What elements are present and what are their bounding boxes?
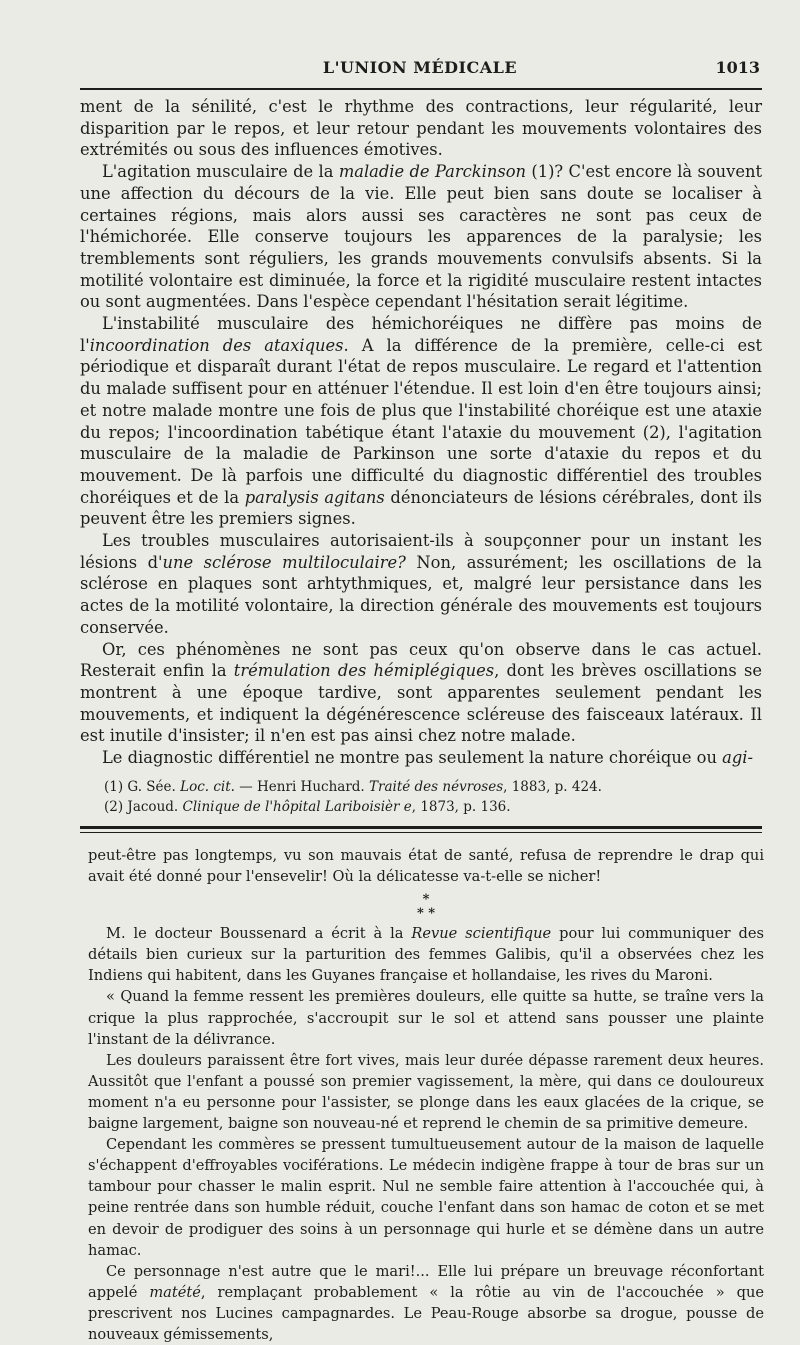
section-asterism: * * * bbox=[416, 892, 436, 922]
footnote-2: (2) Jacoud. Clinique de l'hôpital Lariboisièr e, 1873, p. 136. bbox=[104, 799, 511, 815]
paragraph: Le diagnostic différentiel ne montre pas seulement la nature choréique ou agi- bbox=[102, 748, 753, 768]
paragraph: L'instabilité musculaire des hémichoréiques ne diffère pas moins de l'incoordination des ataxiques. A la différence de la première, celle-ci est périodique et disparaît durant l'état de repos musculaire. Le regard et l'attention du malade suffisent pour en atténuer l'étendue. Il est loin d'en être toujours ainsi; et notre malade montre une fois de plus que l'instabilité choréique est une ataxie du repos; l'incoordination tabétique étant l'ataxie du mouvement (2), l'agitation musculaire de la maladie de Parkinson une sorte d'ataxie du repos et du mouvement. De là parfois une difficulté du diagnostic différentiel des troubles choréiques et de la paralysis agitans dénonciateurs de lésions cérébrales, dont ils peuvent être les premiers signes. bbox=[80, 314, 762, 529]
page-number: 1013 bbox=[715, 58, 760, 77]
paragraph: « Quand la femme ressent les premières douleurs, elle quitte sa hutte, se traîne vers la crique la plus rapprochée, s'accroupit sur le sol et attend sans pousser une plainte l'instant de la délivrance. bbox=[88, 988, 764, 1048]
separator-rule-thick bbox=[80, 826, 762, 829]
running-header bbox=[80, 58, 760, 84]
paragraph: peut-être pas longtemps, vu son mauvais état de santé, refusa de reprendre le drap qui avait été donné pour l'ensevelir! Où la délicatesse va-t-elle se nicher! bbox=[88, 847, 764, 886]
paragraph: Les troubles musculaires autorisaient-ils à soupçonner pour un instant les lésions d'une sclérose multiloculaire? Non, assurément; les oscillations de la sclérose en plaques sont arhtythmiques, et, malgré leur persistance dans les actes de la motilité volontaire, la direction générale des mouvements est toujours conservée. bbox=[80, 531, 762, 637]
paragraph: Ce personnage n'est autre que le mari!... Elle lui prépare un breuvage réconfortant appelé matété, remplaçant probablement « la rôtie au vin de l'accouchée » que prescrivent nos Lucines campagnardes. Le Peau-Rouge absorbe sa drogue, pousse de nouveaux gémissements, bbox=[88, 1262, 764, 1343]
feuilleton bbox=[88, 845, 764, 1345]
paragraph: ment de la sénilité, c'est le rhythme des contractions, leur régularité, leur disparition par le repos, et leur retour pendant les mouvements volontaires des extrémités ou sous des influences émotives. bbox=[80, 97, 762, 160]
footnotes bbox=[104, 777, 764, 817]
paragraph: M. le docteur Boussenard a écrit à la Revue scientifique pour lui communiquer des détails bien curieux sur la parturition des femmes Galibis, qu'il a observées chez les Indiens qui habitent, dans les Guyanes française et hollandaise, les rives du Maroni. bbox=[88, 925, 764, 985]
paragraph: Or, ces phénomènes ne sont pas ceux qu'on observe dans le cas actuel. Resterait enfin la trémulation des hémiplégiques, dont les brèves oscillations se montrent à une époque tardive, sont apparentes seulement pendant les mouvements, et indiquent la dégénérescence scléreuse des faisceaux latéraux. Il est inutile d'insister; il n'en est pas ainsi chez notre malade. bbox=[80, 639, 762, 746]
journal-title: L'UNION MÉDICALE bbox=[322, 58, 518, 77]
paragraph: L'agitation musculaire de la maladie de Parckinson (1)? C'est encore là souvent une affection du décours de la vie. Elle peut bien sans doute se localiser à certaines régions, mais alors aussi ses caractères ne sont pas ceux de l'hémichorée. Elle conserve toujours les apparences de la paralysie; les tremblements sont réguliers, les grands mouvements convulsifs absents. Si la motilité volontaire est diminuée, la force et la rigidité musculaire restent intactes ou sont augmentées. Dans l'espèce cependant l'hésitation serait légitime. bbox=[80, 162, 762, 312]
paragraph: Cependant les commères se pressent tumultueusement autour de la maison de laquelle s'échappent d'effroyables vociférations. Le médecin indigène frappe à tour de bras sur un tambour pour chasser le malin esprit. Nul ne semble faire attention à l'accouchée qui, à peine rentrée dans son humble réduit, couche l'enfant dans son hamac de coton et se met en devoir de prodiguer des soins à un personnage qui hurle et se démène dans un autre hamac. bbox=[88, 1136, 764, 1259]
header-rule bbox=[80, 88, 762, 90]
paragraph: Les douleurs paraissent être fort vives, mais leur durée dépasse rarement deux heures. Aussitôt que l'enfant a poussé son premier vagissement, la mère, qui dans ce douloureux moment n'a eu personne pour l'assister, se plonge dans les eaux glacées de la crique, se baigne largement, baigne son nouveau-né et reprend le chemin de sa primitive demeure. bbox=[88, 1051, 764, 1133]
separator-rule-thin bbox=[80, 832, 762, 833]
article-body bbox=[80, 96, 762, 769]
footnote-1: (1) G. Sée. Loc. cit. — Henri Huchard. Traité des névroses, 1883, p. 424. bbox=[104, 779, 602, 795]
